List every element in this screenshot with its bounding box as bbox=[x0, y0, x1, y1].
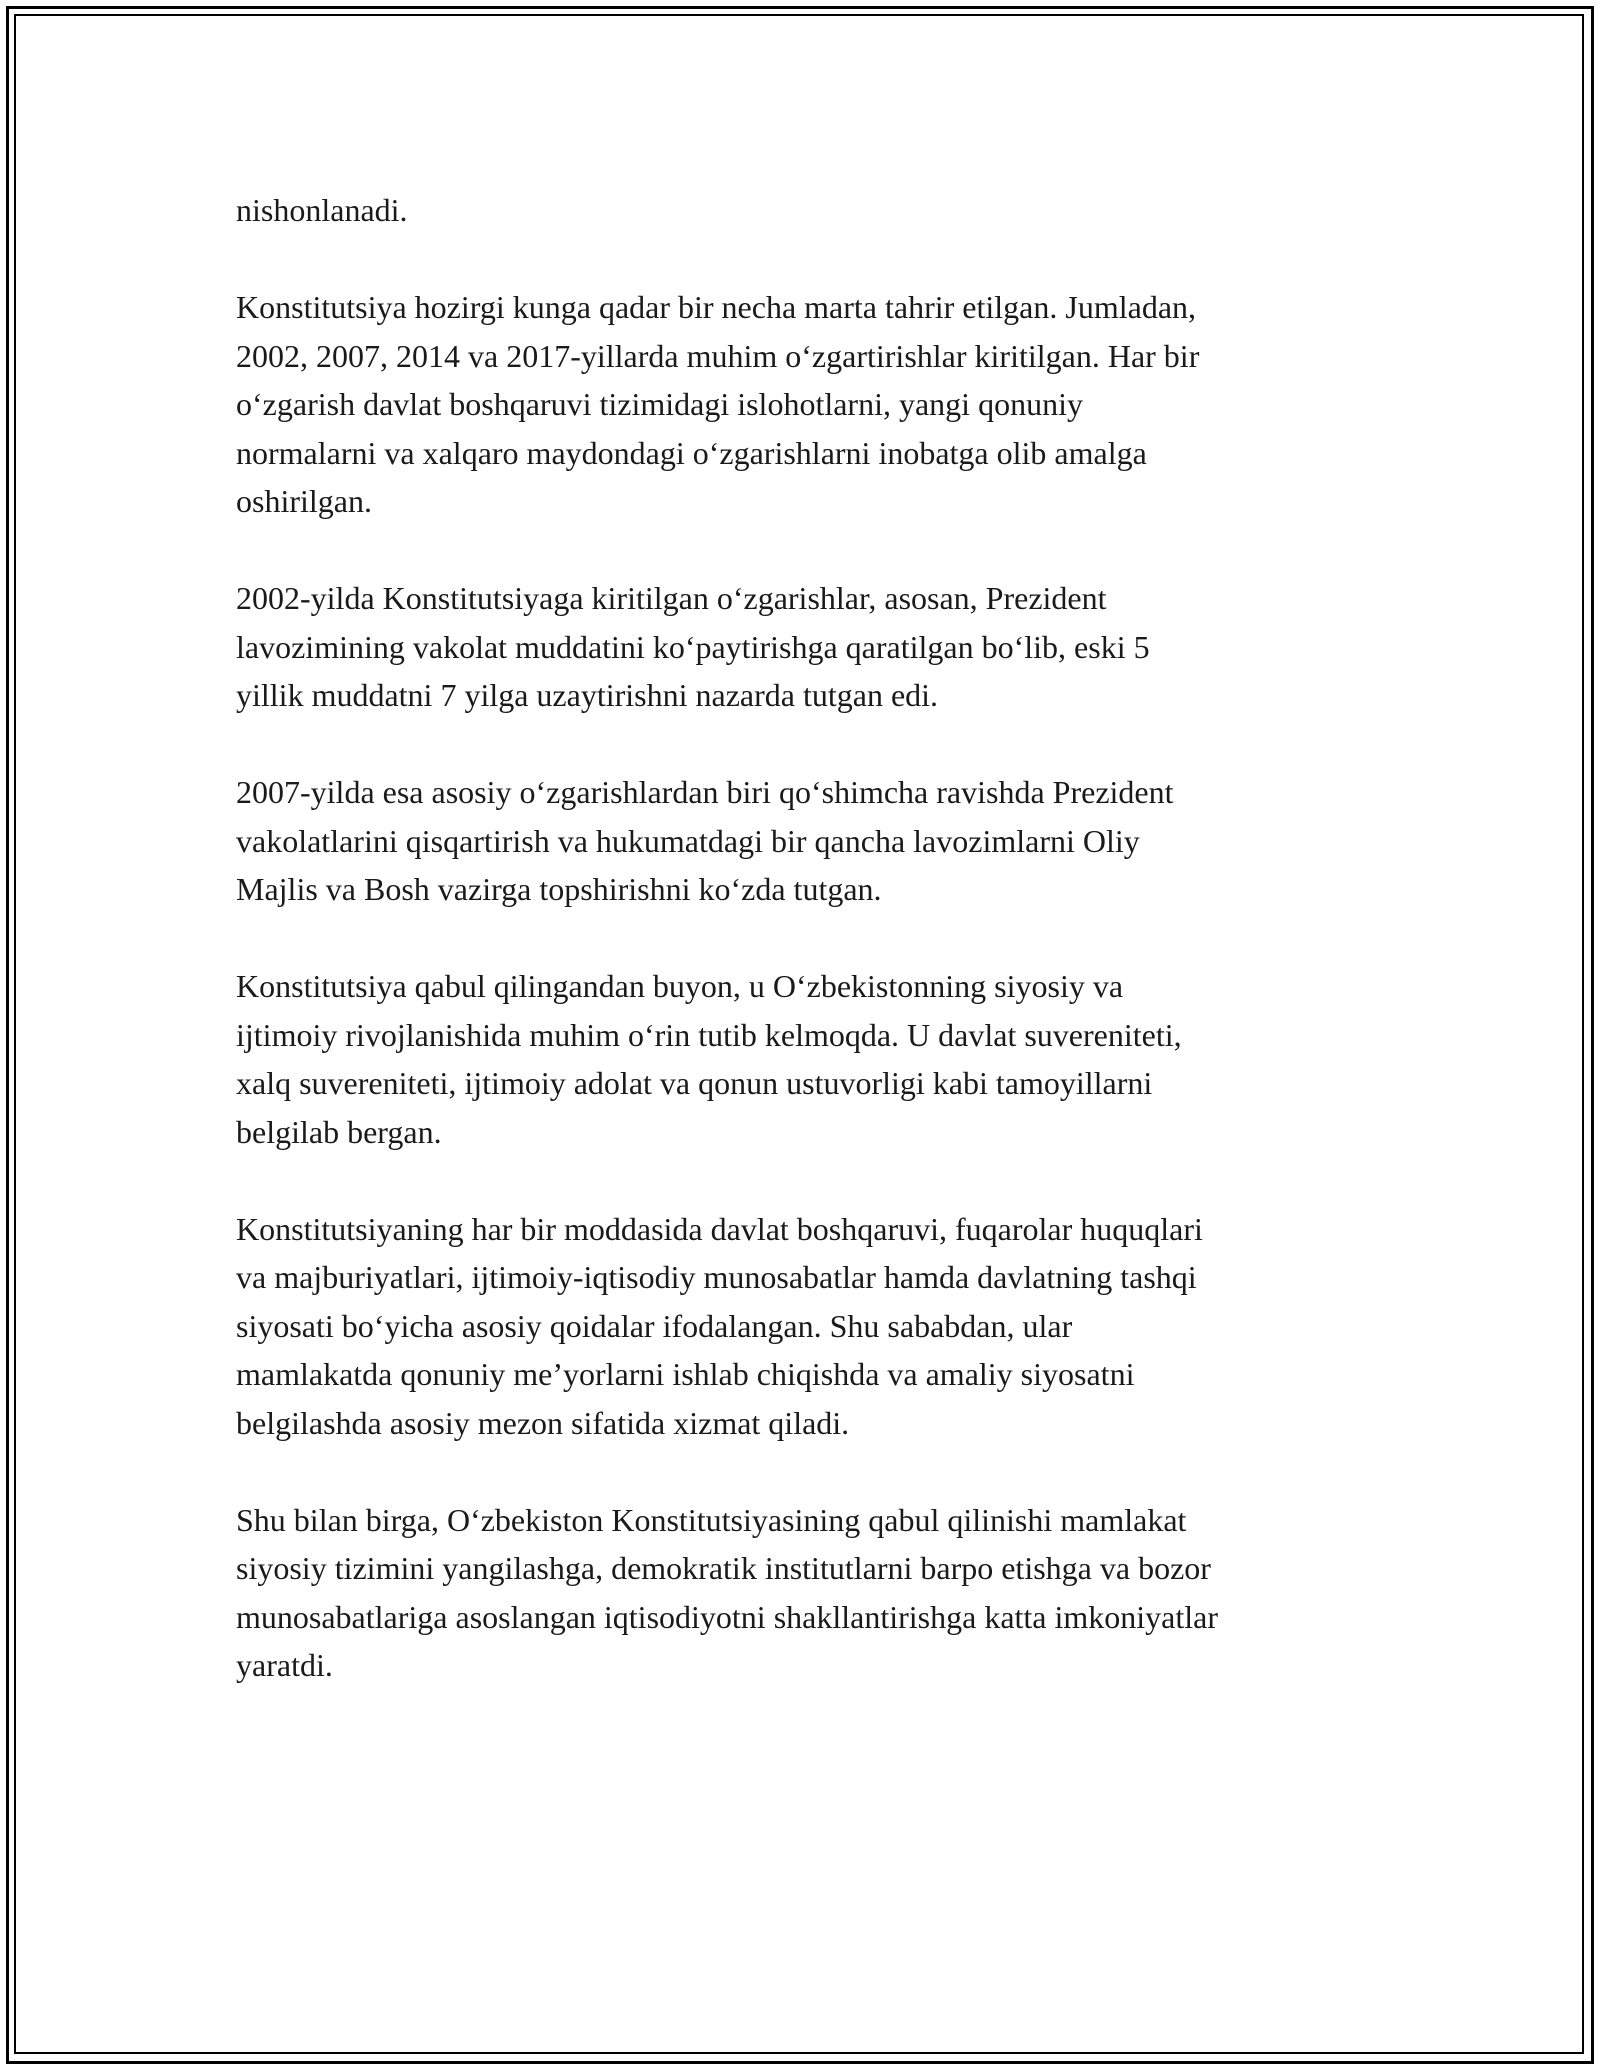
paragraph-amendments-overview: Konstitutsiya hozirgi kunga qadar bir necha marta tahrir etilgan. Jumladan, 2002, 2007, 2014 va 2017-yillarda muhim o‘zgartirishlar kiritilgan. Har bir o‘zgarish davlat boshqaruvi tizimidagi islohotlarni, yangi qonuniy normalarni va xalqaro maydondagi o‘zgarishlarni inobatga olib amalga oshirilgan. bbox=[236, 289, 1200, 519]
paragraph-constitution-role: Konstitutsiya qabul qilingandan buyon, u O‘zbekistonning siyosiy va ijtimoiy rivojlanishida muhim o‘rin tutib kelmoqda. U davlat suvereniteti, xalq suvereniteti, ijtimoiy adolat va qonun ustuvorligi kabi tamoyillarni belgilab bergan. bbox=[236, 968, 1182, 1150]
document-body bbox=[236, 186, 1366, 1738]
paragraph-2002-amendments: 2002-yilda Konstitutsiyaga kiritilgan o‘zgarishlar, asosan, Prezident lavozimining vakolat muddatini ko‘paytirishga qaratilgan bo‘lib, eski 5 yillik muddatni 7 yilga uzaytirishni nazarda tutgan edi. bbox=[236, 580, 1150, 713]
paragraph-2007-amendments: 2007-yilda esa asosiy o‘zgarishlardan biri qo‘shimcha ravishda Prezident vakolatlarini qisqartirish va hukumatdagi bir qancha lavozimlarni Oliy Majlis va Bosh vazirga topshirishni ko‘zda tutgan. bbox=[236, 774, 1174, 907]
paragraph-continuation: nishonlanadi. bbox=[236, 192, 408, 228]
paragraph-articles-content: Konstitutsiyaning har bir moddasida davlat boshqaruvi, fuqarolar huquqlari va majburiyatlari, ijtimoiy-iqtisodiy munosabatlar hamda davlatning tashqi siyosati bo‘yicha asosiy qoidalar ifodalangan. Shu sababdan, ular mamlakatda qonuniy me’yorlarni ishlab chiqishda va amaliy siyosatni belgilashda asosiy mezon sifatida xizmat qiladi. bbox=[236, 1210, 1203, 1441]
paragraph-adoption-impact: Shu bilan birga, O‘zbekiston Konstitutsiyasining qabul qilinishi mamlakat siyosiy tizimini yangilashga, demokratik institutlarni barpo etishga va bozor munosabatlariga asoslangan iqtisodiyotni shakllantirishga katta imkoniyatlar yaratdi. bbox=[236, 1501, 1219, 1683]
